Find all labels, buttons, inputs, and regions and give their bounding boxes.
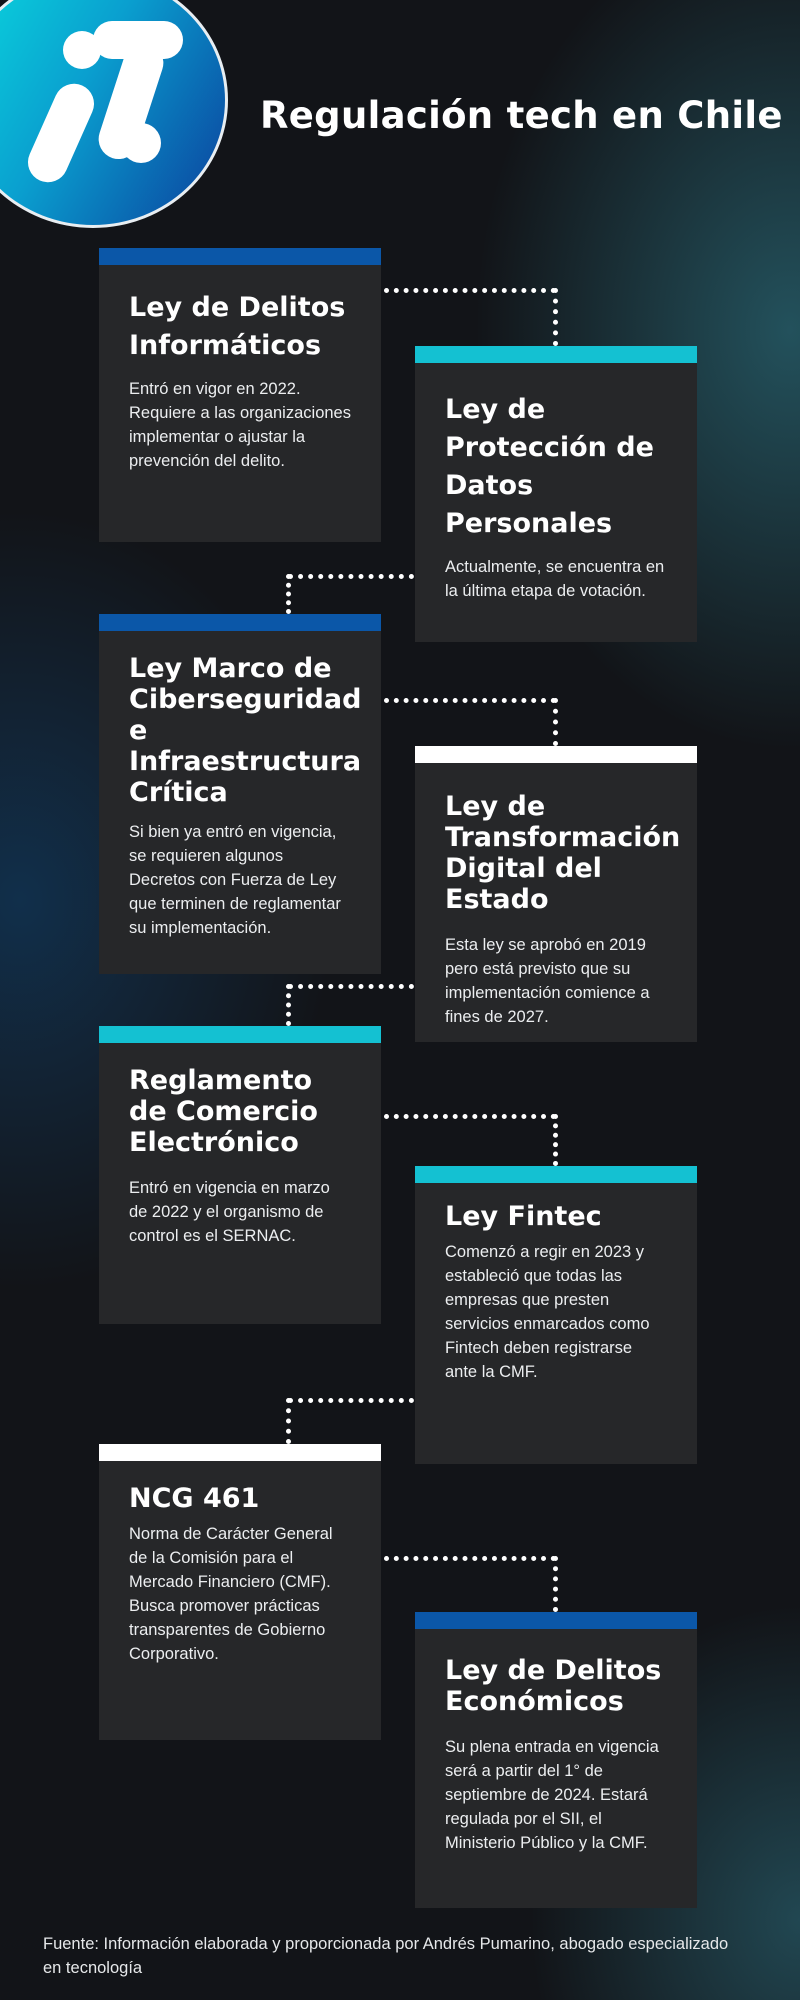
it-logo-icon bbox=[0, 0, 228, 228]
card-text: Su plena entrada en vigencia será a partir del 1° de septiembre de 2024. Estará regulada por el SII, el Ministerio Público y la CMF. bbox=[445, 1738, 659, 1852]
card-ley-proteccion-datos bbox=[415, 346, 697, 642]
connector-3-v bbox=[553, 698, 558, 746]
card-accent-bar bbox=[99, 248, 381, 265]
connector-4-h bbox=[288, 984, 414, 989]
card-ley-fintec bbox=[415, 1166, 697, 1464]
card-text: Actualmente, se encuentra en la última etapa de votación. bbox=[445, 558, 665, 600]
connector-6-h bbox=[288, 1398, 414, 1403]
connector-3-h bbox=[384, 698, 556, 703]
card-ley-delitos-informaticos bbox=[99, 248, 381, 542]
card-reglamento-comercio-electronico bbox=[99, 1026, 381, 1324]
card-text: Si bien ya entró en vigencia, se requieren algunos Decretos con Fuerza de Ley que terminen de reglamentar su implementación. bbox=[129, 823, 341, 937]
card-accent-bar bbox=[415, 746, 697, 763]
connector-1-v bbox=[553, 288, 558, 346]
connector-1-h bbox=[384, 288, 556, 293]
card-text: Norma de Carácter General de la Comisión para el Mercado Financiero (CMF). Busca promover prácticas transparentes de Gobierno Corporativo. bbox=[129, 1525, 333, 1663]
card-ncg-461 bbox=[99, 1444, 381, 1740]
card-text: Entró en vigencia en marzo de 2022 y el organismo de control es el SERNAC. bbox=[129, 1179, 330, 1245]
connector-4-v bbox=[286, 984, 291, 1026]
card-title: Ley de Transformación Digital del Estado bbox=[445, 791, 681, 915]
card-title: Ley Marco de Ciberseguridad e Infraestructura Crítica bbox=[129, 653, 362, 808]
card-text: Esta ley se aprobó en 2019 pero está previsto que su implementación comience a fines de 2027. bbox=[445, 936, 650, 1026]
logo-t-dot bbox=[121, 123, 161, 163]
card-ley-ciberseguridad bbox=[99, 614, 381, 974]
card-ley-delitos-economicos bbox=[415, 1612, 697, 1908]
card-accent-bar bbox=[99, 614, 381, 631]
card-title: NCG 461 bbox=[129, 1483, 260, 1514]
card-title: Ley de Protección de Datos Personales bbox=[445, 394, 654, 539]
card-accent-bar bbox=[99, 1444, 381, 1461]
card-accent-bar bbox=[99, 1026, 381, 1043]
connector-7-v bbox=[553, 1556, 558, 1612]
connector-2-h bbox=[288, 574, 414, 579]
card-accent-bar bbox=[415, 1612, 697, 1629]
page-title: Regulación tech en Chile bbox=[260, 94, 783, 137]
card-title: Ley de Delitos Informáticos bbox=[129, 292, 346, 361]
connector-7-h bbox=[384, 1556, 556, 1561]
card-title: Ley Fintec bbox=[445, 1201, 602, 1232]
logo-i-stem bbox=[22, 77, 101, 188]
card-accent-bar bbox=[415, 346, 697, 363]
connector-5-v bbox=[553, 1114, 558, 1166]
card-text: Entró en vigor en 2022. Requiere a las organizaciones implementar o ajustar la prevención del delito. bbox=[129, 380, 351, 470]
card-accent-bar bbox=[415, 1166, 697, 1183]
connector-5-h bbox=[384, 1114, 556, 1119]
source-footer: Fuente: Información elaborada y proporcionada por Andrés Pumarino, abogado especializado en tecnología bbox=[43, 1935, 729, 1977]
connector-6-v bbox=[286, 1398, 291, 1444]
card-title: Ley de Delitos Económicos bbox=[445, 1655, 662, 1717]
card-ley-transformacion-digital bbox=[415, 746, 697, 1042]
card-text: Comenzó a regir en 2023 y estableció que todas las empresas que presten servicios enmarcados como Fintech deben registrarse ante la CMF. bbox=[445, 1243, 650, 1381]
card-title: Reglamento de Comercio Electrónico bbox=[129, 1065, 318, 1158]
connector-2-v bbox=[286, 574, 291, 614]
